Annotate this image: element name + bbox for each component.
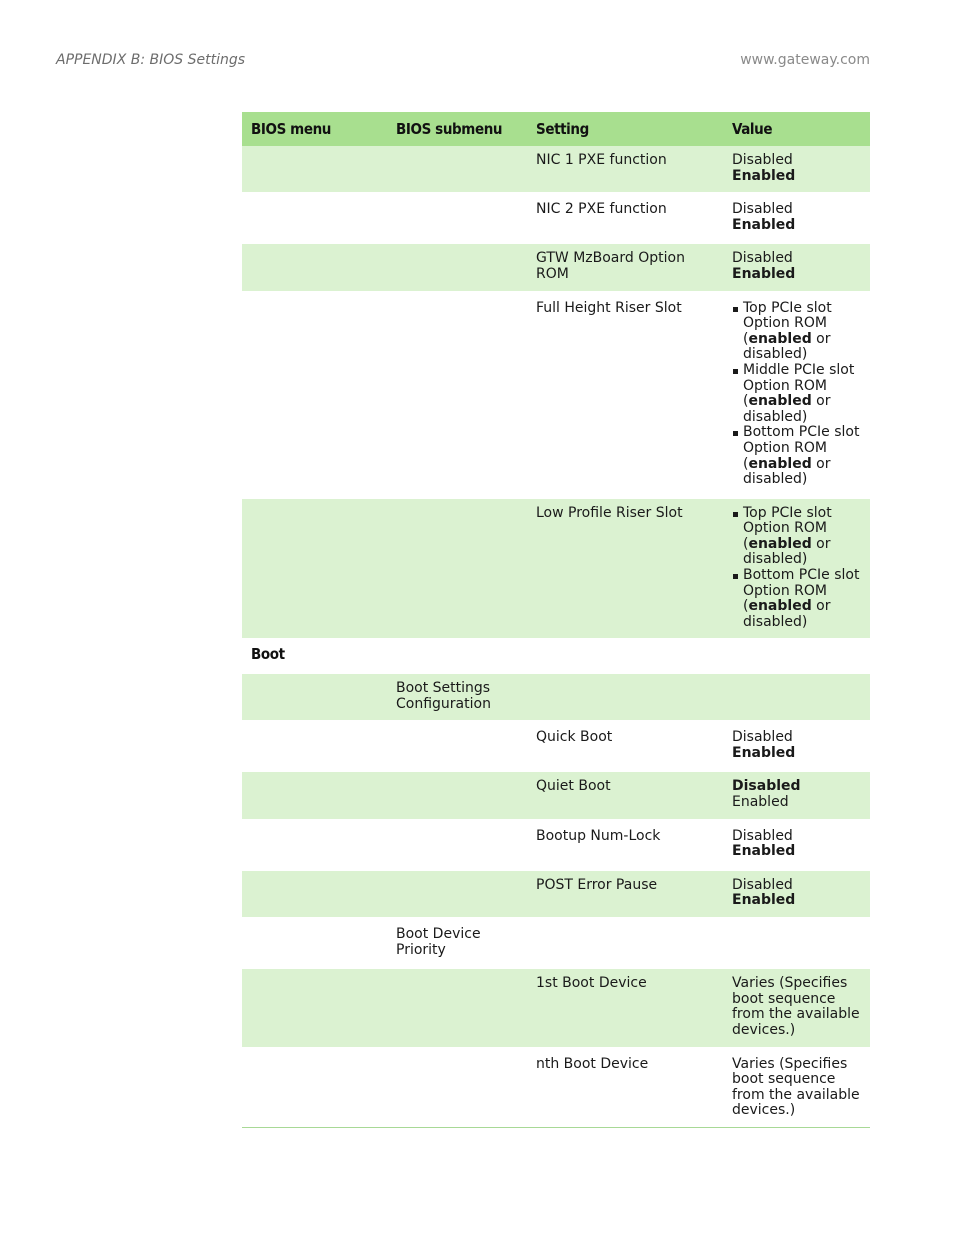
table-row [242,772,870,821]
default-value: Enabled [732,843,796,860]
list-item [732,425,862,487]
option-value: Disabled [732,250,793,267]
bios-menu-cell [242,195,387,244]
bios-menu-cell [242,871,387,920]
option-text: or disabled) [743,393,831,425]
value-cell [723,195,870,244]
header-value: Value [723,112,870,146]
option-value: Disabled [732,201,793,218]
value-cell [723,294,870,499]
list-item [732,301,862,363]
option-value: Disabled [732,827,793,844]
default-value: enabled [748,455,812,472]
table-body [242,146,870,1128]
option-value: Disabled [732,152,793,168]
bios-menu-cell: Boot [242,641,387,674]
default-value: Enabled [732,265,796,282]
option-text: Bottom PCIe slot Option ROM ( [743,424,860,472]
page-header [56,52,870,72]
header-bios-menu: BIOS menu [242,112,387,146]
chapter-title: APPENDIX B: BIOS Settings [56,52,246,68]
bios-submenu-cell [387,772,527,821]
option-text: or disabled) [743,535,831,568]
setting-cell: Bootup Num-Lock [527,822,723,871]
table-row [242,244,870,293]
bios-submenu-cell [387,1050,527,1128]
setting-cell: 1st Boot Device [527,969,723,1049]
bios-menu-cell [242,723,387,772]
bios-menu-cell [242,674,387,723]
option-text: or disabled) [743,598,831,630]
default-value: Disabled [732,778,801,795]
bios-submenu-cell [387,871,527,920]
bios-menu-cell [242,772,387,821]
value-cell [723,772,870,821]
bios-submenu-cell [387,723,527,772]
bios-menu-cell [242,499,387,642]
bios-submenu-cell: Boot Device Priority [387,920,527,969]
default-value: Enabled [732,167,796,184]
table-row [242,146,870,195]
setting-cell: GTW MzBoard Option ROM [527,244,723,293]
value-cell [723,641,870,674]
bios-submenu-cell [387,822,527,871]
value-cell [723,146,870,195]
value-cell [723,1050,870,1128]
setting-cell [527,641,723,674]
default-value: enabled [748,535,812,552]
bios-menu-cell [242,920,387,969]
value-cell [723,969,870,1049]
website-link: www.gateway.com [740,52,870,68]
bios-menu-cell [242,294,387,499]
bios-menu-cell [242,146,387,195]
list-item [732,506,862,568]
option-value: Disabled [732,876,793,893]
value-cell [723,871,870,920]
table-row [242,641,870,674]
option-text: Bottom PCIe slot Option ROM ( [743,567,860,615]
value-cell [723,244,870,293]
default-value: Enabled [732,744,796,761]
option-list [732,506,862,631]
list-item [732,363,862,425]
option-value: Varies (Specifies boot sequence from the available devices.) [732,1055,860,1119]
list-item [732,568,862,630]
setting-cell: Full Height Riser Slot [527,294,723,499]
option-value: Disabled [732,729,793,746]
header-bios-submenu: BIOS submenu [387,112,527,146]
option-value: Varies (Specifies boot sequence from the available devices.) [732,975,860,1038]
setting-cell: NIC 1 PXE function [527,146,723,195]
setting-cell: POST Error Pause [527,871,723,920]
setting-cell [527,920,723,969]
bios-submenu-cell [387,294,527,499]
setting-cell: Quiet Boot [527,772,723,821]
header-setting: Setting [527,112,723,146]
default-value: enabled [748,598,812,615]
option-value: Enabled [732,794,789,810]
value-cell [723,920,870,969]
setting-cell [527,674,723,723]
setting-cell: Quick Boot [527,723,723,772]
bios-submenu-cell: Boot Settings Configuration [387,674,527,723]
option-text: or disabled) [743,455,831,488]
table-header-row [242,112,870,146]
bios-submenu-cell [387,244,527,293]
bios-menu-cell [242,969,387,1049]
default-value: enabled [748,393,812,410]
bios-menu-cell [242,822,387,871]
bios-menu-cell [242,244,387,293]
bios-settings-table [242,112,870,1128]
value-cell [723,674,870,723]
option-text: or disabled) [743,330,831,363]
bios-submenu-cell [387,146,527,195]
bios-submenu-cell [387,499,527,642]
value-cell [723,822,870,871]
table-row [242,871,870,920]
table-row [242,499,870,642]
table-row [242,674,870,723]
table-row [242,195,870,244]
bios-submenu-cell [387,195,527,244]
option-text: Top PCIe slot Option ROM ( [743,504,832,552]
setting-cell: NIC 2 PXE function [527,195,723,244]
setting-cell: Low Profile Riser Slot [527,499,723,642]
table-row [242,920,870,969]
option-text: Top PCIe slot Option ROM ( [743,299,832,347]
default-value: Enabled [732,216,796,233]
value-cell [723,723,870,772]
bios-submenu-cell [387,641,527,674]
table-row [242,822,870,871]
table-row [242,723,870,772]
default-value: Enabled [732,892,796,909]
table-row [242,1050,870,1128]
option-text: Middle PCIe slot Option ROM ( [743,361,855,410]
bios-menu-cell [242,1050,387,1128]
table-row [242,294,870,499]
setting-cell: nth Boot Device [527,1050,723,1128]
bios-submenu-cell [387,969,527,1049]
default-value: enabled [748,330,812,347]
option-list [732,301,862,488]
value-cell [723,499,870,642]
table-row [242,969,870,1049]
